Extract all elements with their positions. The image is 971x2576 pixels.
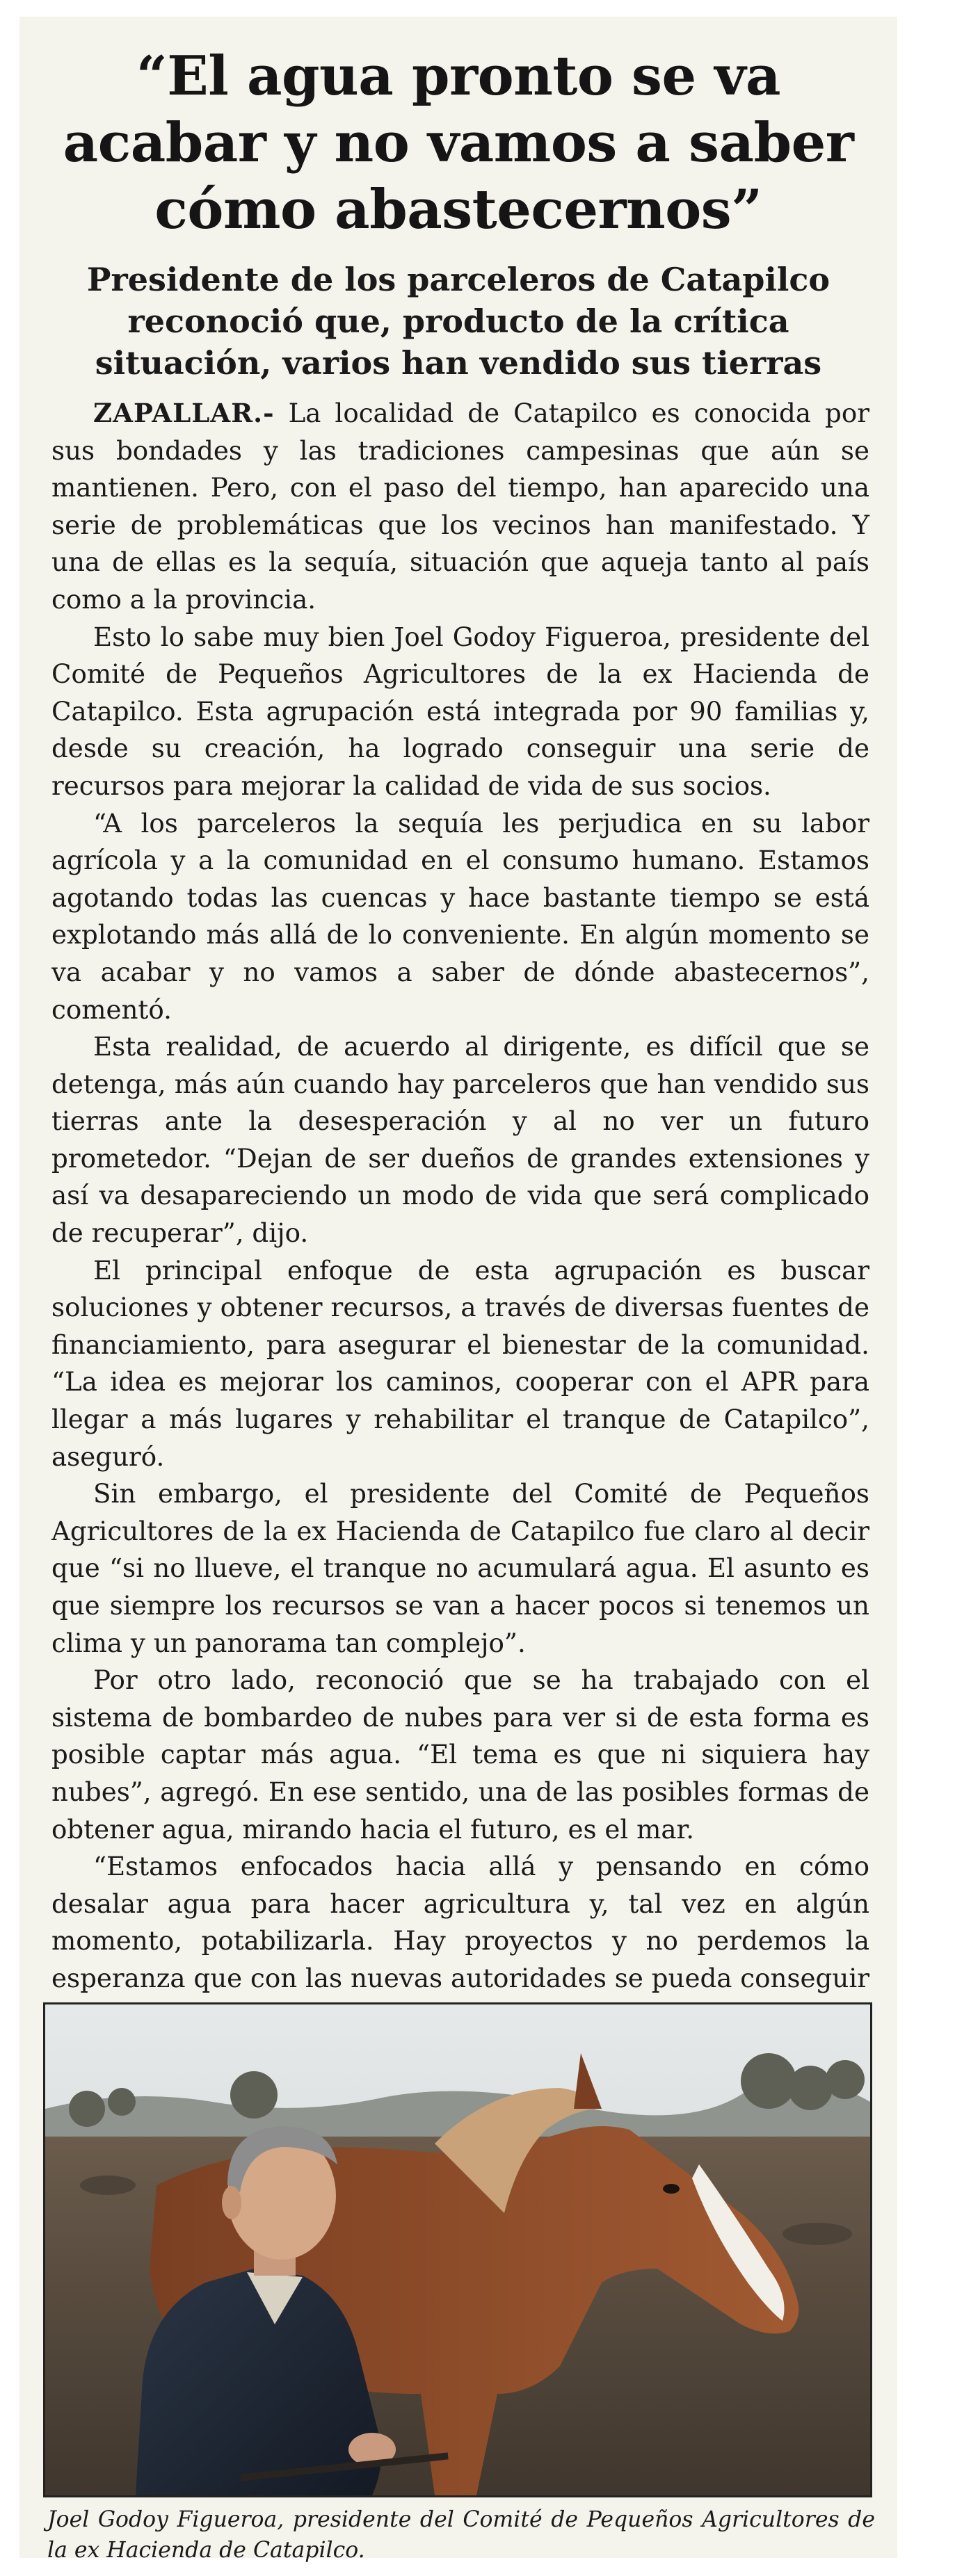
dateline: ZAPALLAR.- (93, 398, 275, 428)
paragraph (51, 395, 869, 619)
headline-line: “El agua pronto se va (136, 44, 781, 108)
photo-man-with-horse (45, 2004, 870, 2495)
article-body (19, 395, 897, 2034)
paragraph: Esta realidad, de acuerdo al dirigente, es difícil que se detenga, más aún cuando hay parceleros que han vendido sus tierras ante la desesperación y al no ver un futuro prometedor. “Dejan de ser dueños de grandes extensiones y así va desapareciendo un modo de vida que será complicado de recuperar”, dijo. (51, 1031, 869, 1249)
subheadline-line: reconoció que, producto de la crítica (127, 302, 789, 340)
headline-line: cómo abastecernos” (154, 178, 762, 241)
paragraph: “A los parceleros la sequía les perjudica en su labor agrícola y a la comunidad en el consumo humano. Estamos agotando todas las cuencas y hace bastante tiempo se está explotando más allá de lo conveniente. En algún momento se va acabar y no vamos a saber de dónde abastecernos”, comentó. (51, 807, 869, 1025)
paragraph: “Estamos enfocados hacia allá y pensando en cómo desalar agua para hacer agricultura y, tal vez en algún momento, potabilizarla. Hay proyectos y no perdemos la esperanza que con las nuevas autoridades se pueda conseguir (51, 1851, 869, 1993)
headline (19, 17, 897, 243)
subheadline (19, 259, 897, 384)
subheadline-line: situación, varios han vendido sus tierras (95, 344, 822, 382)
photo-caption: Joel Godoy Figueroa, presidente del Comité de Pequeños Agricultores de la ex Hacienda de Catapilco. (47, 2507, 875, 2563)
article-photo (43, 2002, 872, 2497)
paragraph: Por otro lado, reconoció que se ha trabajado con el sistema de bombardeo de nubes para ver si de esta forma es posible captar más agua. “El tema es que ni siquiera hay nubes”, agregó. En ese sentido, una de las posibles formas de obtener agua, mirando hacia el futuro, es el mar. (51, 1664, 869, 1845)
paragraph: El principal enfoque de esta agrupación es buscar soluciones y obtener recursos, a través de diversas fuentes de financiamiento, para asegurar el bienestar de la comunidad. “La idea es mejorar los caminos, cooperar con el APR para llegar a más lugares y rehabilitar el tranque de Catapilco”, aseguró. (51, 1254, 869, 1472)
headline-line: acabar y no vamos a saber (63, 111, 854, 175)
newspaper-clipping (19, 17, 897, 2563)
paragraph: Sin embargo, el presidente del Comité de Pequeños Agricultores de la ex Hacienda de Catapilco fue claro al decir que “si no llueve, el tranque no acumulará agua. El asunto es que siempre los recursos se van a hacer pocos si tenemos un clima y un panorama tan complejo”. (51, 1478, 869, 1658)
paragraph: Esto lo sabe muy bien Joel Godoy Figueroa, presidente del Comité de Pequeños Agricultores de la ex Hacienda de Catapilco. Esta agrupación está integrada por 90 familias y, desde su creación, ha logrado conseguir una serie de recursos para mejorar la calidad de vida de sus socios. (51, 621, 869, 801)
subheadline-line: Presidente de los parceleros de Catapilco (86, 261, 830, 298)
paragraph-text: La localidad de Catapilco es conocida por sus bondades y las tradiciones campesinas que aún se mantienen. Pero, con el paso del tiempo, han aparecido una serie de problemáticas que los vecinos han manifestado. Y una de ellas es la sequía, situación que aqueja tanto al país como a la provincia. (51, 398, 869, 615)
